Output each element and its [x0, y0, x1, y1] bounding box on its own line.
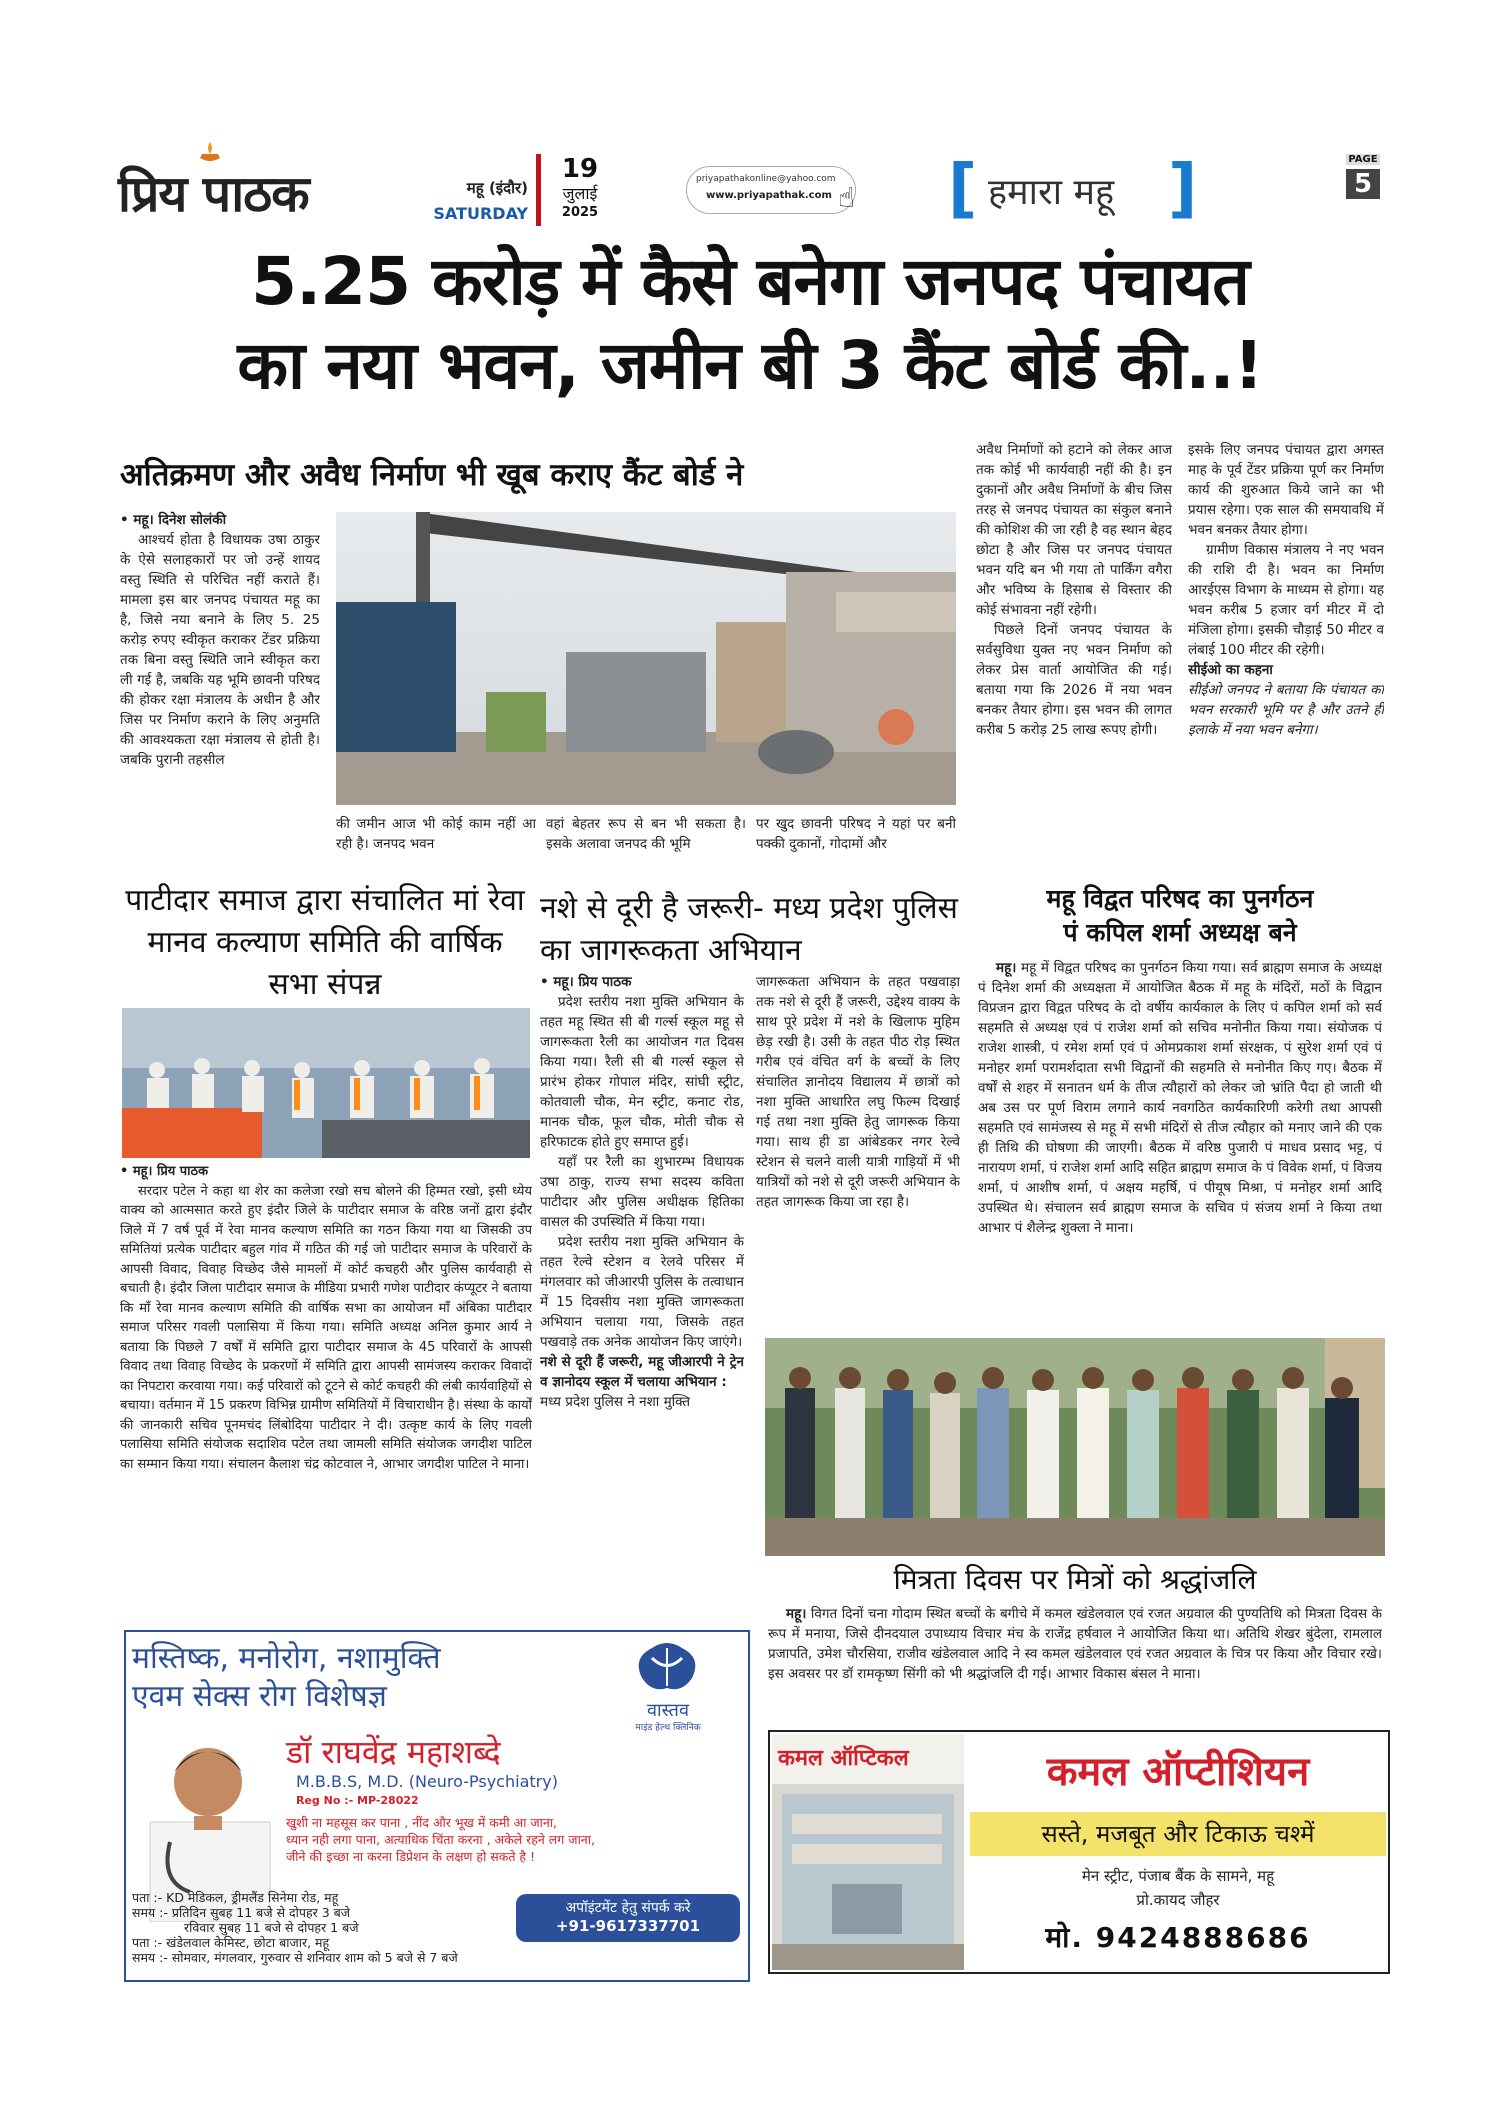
doctor-degree: M.B.B.S, M.D. (Neuro-Psychiatry) — [296, 1772, 558, 1791]
lead-col6b-text: ग्रामीण विकास मंत्रालय ने नए भवन की राशि दी है। भवन का निर्माण आरईएस विभाग के माध्यम से होगा। यह भवन करीब 5 हजार वर्ग मीटर में दो मंजिला होगा। इसकी चौड़ाई 50 मीटर व लंबाई 100 मीटर की रहेगी। — [1188, 542, 1384, 658]
lead-col5-text: अवैध निर्माणों को हटाने को लेकर आज तक कोई भी कार्यवाही नहीं की है। इन दुकानों और अवैध निर्माणों के बीच जिस तरह से जनपद पंचायत का संकुल बनाने की कोशिश की जा रही है वह स्थान बेहद छोटा है और जिस पर जनपद पंचायत भवन यदि बन भी गया तो पार्किंग वगैरा और भविष्य के हिसाब से विस्तार की कोई संभावना नहीं रहेगी। — [976, 442, 1172, 618]
nasha-col2: जागरूकता अभियान के तहत पखवाड़ा तक नशे से दूरी हैं जरूरी, उद्देश्य वाक्य के साथ पूरे प्रदेश में नशे के खिलाफ मुहिम छेड़ रखी है। उसी के तहत पीठ रोड़ स्थित गरीब एवं वंचित वर्ग के बच्चों के लिए संचालित ज्ञानोदय विद्यालय में छात्रों को नशा मुक्ति आधारित लघु फिल्म दिखाई गई तथा नशा मुक्ति हेतु जागरूक किया गया। साथ ही डा आंबेडकर नगर रेल्वे स्टेशन से चलने वाली यात्री गाड़ियों में भी यात्रियों को नशे से दूरी जरूरी अभियान के तहत जागरूक किया जा रहा है। — [756, 974, 960, 1210]
bracket-left: [ — [948, 152, 978, 226]
lead-column-6 — [1188, 440, 1384, 872]
lead-col2-text: की जमीन आज भी कोई काम नहीं आ रही है। जनपद भवन — [336, 816, 536, 852]
nasha-col1d: मध्य प्रदेश पुलिस ने नशा मुक्ति — [540, 1394, 691, 1410]
mitrata-headline: मित्रता दिवस पर मित्रों को श्रद्धांजलि — [893, 1563, 1257, 1596]
nasha-subhead: नशे से दूरी हैं जरूरी, महू जीआरपी ने ट्रेन व ज्ञानोदय स्कूल में चलाया अभियान : — [540, 1354, 744, 1390]
nasha-column-2 — [756, 972, 960, 1332]
lead-col5b-text: पिछले दिनों जनपद पंचायत के सर्वसुविधा युक्त नए भवन निर्माण को लेकर प्रेस वार्ता आयोजित की गई। बताया गया कि 2026 में नया भवन बनकर तैयार होगा। इस भवन की लागत करीब 5 करोड़ 25 लाख रूपए होगी। — [976, 622, 1172, 738]
doctor-name: डॉ राघवेंद्र महाशब्दे — [286, 1733, 501, 1771]
weekday: SATURDAY — [433, 204, 528, 223]
optician-name: कमल ऑप्टीशियन — [1046, 1749, 1310, 1795]
mitrata-body — [768, 1604, 1382, 1724]
vidwat-dateline: महू। — [996, 960, 1017, 976]
optician-phone: मो. 9424888686 — [1045, 1921, 1311, 1954]
nasha-byline: • महू। प्रिय पाठक — [540, 974, 632, 990]
page-box — [1346, 154, 1380, 224]
lead-col1-text: आश्चर्य होता है विधायक उषा ठाकुर के ऐसे सलाहकारों पर जो उन्हें शायद वस्तु स्थिति से परिचित नहीं कराते हैं। मामला इस बार जनपद पंचायत महू का है, जिसे नया बनाने के लिए 5. 25 करोड़ रुपए स्वीकृत कराकर टेंडर प्रक्रिया तक बिना वस्तु स्थिति जाने स्वीकृत करा ली गई है, जबकि यह भूमि छावनी परिषद की होकर रक्षा मंत्रालय के अधीन है और जिस पर निर्माण कराने के लिए अनुमति की आवश्यकता रक्षा मंत्रालय से होती है। जबकि पुरानी तहसील — [120, 532, 320, 768]
edition-block — [408, 178, 528, 228]
vidwat-headline — [975, 882, 1385, 950]
date-divider — [536, 154, 541, 226]
mitrata-dateline: महू। — [786, 1606, 807, 1622]
edition: महू (इंदौर) — [466, 179, 528, 197]
doctor-reg: Reg No :- MP-28022 — [296, 1794, 419, 1807]
mitrata-paragraph — [768, 1604, 1382, 1684]
email-text: priyapathakonline@yahoo.com — [696, 174, 836, 184]
optician-address: मेन स्ट्रीट, पंजाब बैंक के सामने, महू — [1081, 1867, 1275, 1885]
lead-col4-text: पर खुद छावनी परिषद ने यहां पर बनी पक्की दुकानों, गोदामों और — [756, 816, 956, 852]
nasha-col1a: प्रदेश स्तरीय नशा मुक्ति अभियान के तहत महू स्थित सी बी गर्ल्स स्कूल महू से जागरूकता रैली का आयोजन गत दिवस किया गया। रैली सी बी गर्ल्स स्कूल से प्रारंभ होकर गोपाल मंदिर, सांघी स्ट्रीट, कोतवाली चौक, मेन स्ट्रीट, कनाट रोड, मानक चौक, फूल चौक, मोती चौक से हरिफाटक होते हुए समाप्त हुई। — [540, 994, 744, 1150]
symptoms-line-3: जीने की इच्छा ना करना डिप्रेशन के लक्षण हो सकते है ! — [286, 1849, 536, 1864]
doctor-ad-title-1: मस्तिष्क, मनोरोग, नशामुक्ति — [132, 1641, 441, 1676]
masthead — [118, 150, 1378, 230]
shop-sign: कमल ऑप्टिकल — [778, 1746, 909, 1771]
ceo-subhead: सीईओ का कहना — [1188, 662, 1273, 678]
symptoms-line-2: ध्यान नही लगा पाना, अत्याधिक चिंता करना , अकेले रहने लग जाना, — [286, 1832, 595, 1847]
website-text: www.priyapathak.com — [706, 190, 832, 201]
nasha-headline: नशे से दूरी है जरूरी- मध्य प्रदेश पुलिस का जागरूकता अभियान — [540, 891, 958, 968]
vidwat-text: महू में विद्वत परिषद का पुनर्गठन किया गया। सर्व ब्राह्मण समाज के अध्यक्ष पं दिनेश शर्मा की अध्यक्षता में आयोजित बैठक में महू के मंदिरों, मठों के विद्वान विप्रजन द्वारा विद्वत परिषद के दो वर्षीय कार्यकाल के लिए पं कपिल शर्मा को सर्व सहमति से अध्यक्ष एवं पं राजेश शर्मा को सचिव मनोनीत किया गया। संयोजक पं राजेश शास्त्री, पं रमेश शर्मा एवं पं ओमप्रकाश शर्मा संरक्षक, पं सुरेश शर्मा एवं पं मनोहर शर्मा परामर्शदाता सभी विद्वानों की सहमति से मनोनीत किए गए। बैठक में वर्षों से शहर में सनातन धर्म के तीज त्यौहारों को लेकर जो भ्रांति पैदा हो जाती थी अब उस पर पूर्ण विराम लगाने कार्य नवगठित कार्यकारिणी करेगी तथा आपसी सहमति एवं सामंजस्य से महू में सभी मंदिरों से तीज त्यौहार को मनाए जाने की एक ही तिथि की घोषणा की जाएगी। बैठक में वरिष्ठ पुजारी पं माधव प्रसाद भट्ट, पं नारायण शर्मा, पं राजेश शर्मा आदि सहित ब्राह्मण समाज के पं विवेक शर्मा, पं विजय शर्मा, पं आशीष शर्मा, पं अक्षय महर्षि, पं पीयूष मिश्रा, पं मनोहर शर्मा आदि उपस्थित थे। संचालन सर्व ब्राह्मण समाज के सचिव पं संजय शर्मा ने किया तथा आभार पं शैलेन्द्र शुक्ला ने माना। — [978, 960, 1382, 1236]
clinic-name: वास्तव — [647, 1700, 689, 1721]
clinic-subtitle: माइंड हेल्थ क्लिनिक — [635, 1723, 701, 1733]
mitrata-text: विगत दिनों चना गोदाम स्थित बच्चों के बगीचे में कमल खंडेलवाल एवं रजत अग्रवाल की पुण्यतिथि को मित्रता दिवस के रूप में मनाया, जिसे दीनदयाल उपाध्याय विचार मंच के राजेंद्र हर्षवाल ने आयोजित किया था। अतिथि शेखर बुंदेला, रामलाल प्रजापति, उमेश चौरसिया, राजीव खंडेलवाल आदि ने स्व कमल खंडेलवाल एवं रजत अग्रवाल के चित्र पर किया और विचार रखे। इस अवसर पर डॉ रामकृष्ण सिंगी को भी श्रद्धांजलि दी गई। आभार विकास बंसल ने माना। — [768, 1606, 1382, 1682]
lead-headline-line2: का नया भवन, जमीन बी 3 कैंट बोर्ड की..! — [237, 327, 1263, 404]
lead-column-3 — [546, 814, 746, 874]
symptoms-box — [286, 1814, 706, 1865]
ceo-text: सीईओ जनपद ने बताया कि पंचायत का भवन सरकारी भूमि पर है और उतने ही इलाके में नया भवन बनेगा। — [1188, 682, 1384, 738]
time-2: समय :- सोमवार, मंगलवार, गुरुवार से शनिवार शाम को 5 बजे से 7 बजे — [132, 1950, 458, 1965]
bracket-right: ] — [1168, 152, 1198, 226]
shop-photo — [772, 1734, 964, 1970]
patidar-byline: • महू। प्रिय पाठक — [120, 1164, 209, 1179]
doctor-ad-title-2: एवम सेक्स रोग विशेषज्ञ — [132, 1679, 387, 1714]
lead-photo-jnpad-site — [336, 512, 956, 805]
vidwat-paragraph — [978, 958, 1382, 1238]
nasha-col1c: प्रदेश स्तरीय नशा मुक्ति अभियान के तहत रेल्वे स्टेशन व रेलवे परिसर में मंगलवार को जीआरपी पुलिस के तत्वाधान में 15 दिवसीय नशा मुक्ति जागरूकता अभियान चलाया गया, जिसके तहत पखवाड़े तक अनेक आयोजन किए जाएंगे। — [540, 1234, 744, 1350]
lead-subhead: अतिक्रमण और अवैध निर्माण भी खूब कराए कैंट बोर्ड ने — [120, 457, 744, 493]
section-tag — [948, 152, 1208, 226]
appointment-box — [516, 1894, 740, 1942]
optician-tagline: सस्ते, मजबूत और टिकाऊ चश्में — [970, 1812, 1386, 1856]
doctor-ad-addresses — [132, 1890, 512, 1965]
optician-proprietor: प्रो.कायद जौहर — [1136, 1891, 1220, 1909]
nasha-col1b: यहाँ पर रैली का शुभारम्भ विधायक उषा ठाकु, राज्य सभा सदस्य कविता पाटीदार और पुलिस अधीक्षक हितिका वासल की उपस्थिति में किया गया। — [540, 1154, 744, 1230]
appointment-label: अपॉइंटमेंट हेतु संपर्क करे — [565, 1900, 691, 1916]
symptoms-line-1: खुशी ना महसूस कर पाना , नींद और भूख में कमी आ जाना, — [286, 1815, 557, 1830]
patidar-meeting-photo — [122, 1008, 530, 1158]
patidar-text: सरदार पटेल ने कहा था शेर का कलेजा रखो सच बोलने की हिम्मत रखो, इसी ध्येय वाक्य को आत्मसात करते हुए इंदौर जिले के पाटीदार समाज के वरिष्ठ जनों द्वारा इंदौर जिले में 7 वर्ष पूर्व में रेवा मानव कल्याण समिति का गठन किया गया था जिसकी उप समितियां प्रत्येक पाटीदार बहुल गांव में गठित की गई जो पाटीदार समाज के परिवारों के आपसी विवाद, विवाह विच्छेद जैसे मामलों में कोर्ट कचहरी और पुलिस कार्यवाही से बचाती है। इंदौर जिला पाटीदार समाज के मीडिया प्रभारी गणेश पाटीदार कंप्यूटर ने बताया कि माँ रेवा मानव कल्याण समिति की वार्षिक सभा का आयोजन माँ अंबिका पाटीदार समाज परिसर गवली पलासिया में किया गया। समिति अध्यक्ष अनिल कुमार आर्य ने बताया कि पिछले 7 वर्षों में समिति द्वारा पाटीदार समाज के 45 परिवारों के आपसी विवाद तथा विवाह विच्छेद के प्रकरणों में समिति द्वारा आपसी सामंजस्य कराकर विवादों का निपटारा करवाया गया। कई परिवारों को टूटने से कोर्ट कचहरी की लंबी कार्यवाहियों से बचाया। वर्तमान में 15 प्रकरण विभिन्न ग्रामीण समितियों में विचाराधीन है। संस्था के कार्यों की जानकारी सचिव पूनमचंद लिंबोदिया पाटीदार ने दी। उत्कृष्ट कार्य के लिए गवली पलासिया समिति संयोजक सदाशिव पटेल तथा जामली समिति संयोजक जगदीश पाटिल का सम्मान किया गया। संचालन कैलाश चंद्र कोटवाल ने, आभार जगदीश पाटिल ने माना। — [120, 1183, 532, 1472]
lead-col3-text: वहां बेहतर रूप से बन भी सकता है। इसके अलावा जनपद की भूमि — [546, 816, 746, 852]
page-number: 5 — [1346, 169, 1380, 199]
vidwat-headline-line2: पं कपिल शर्मा अध्यक्ष बने — [1063, 918, 1297, 947]
date-month: जुलाई — [562, 184, 598, 203]
lead-column-5 — [976, 440, 1172, 872]
doctor-ad — [124, 1630, 750, 1982]
lead-headline — [100, 240, 1400, 408]
patidar-headline: पाटीदार समाज द्वारा संचालित मां रेवा मानव कल्याण समिति की वार्षिक सभा संपन्न — [125, 883, 525, 1002]
nasha-column-1 — [540, 972, 744, 1622]
hand-cursor-icon: ☝ — [838, 181, 856, 214]
date-year: 2025 — [561, 205, 599, 220]
appointment-phone: +91-9617337701 — [555, 1917, 701, 1935]
vidwat-body — [978, 958, 1382, 1322]
paper-name: प्रिय पाठक — [118, 164, 309, 223]
paper-logo — [118, 158, 368, 223]
date-block — [550, 154, 610, 230]
section-name: हमारा महू — [988, 172, 1115, 213]
lead-headline-line1: 5.25 करोड़ में कैसे बनेगा जनपद पंचायत — [251, 243, 1249, 320]
address-2: पता :- खंडेलवाल केमिस्ट, छोटा बाजार, महू — [132, 1935, 330, 1950]
lead-column-1 — [120, 510, 320, 870]
lead-column-2 — [336, 814, 536, 874]
address-1: पता :- KD मेडिकल, ड्रीमलैंड सिनेमा रोड, महू — [132, 1890, 339, 1905]
mitrata-tribute-photo — [765, 1338, 1385, 1556]
date-number: 19 — [561, 154, 599, 184]
lead-byline: • महू। दिनेश सोलंकी — [120, 512, 227, 528]
optician-ad — [768, 1730, 1390, 1974]
contact-block — [688, 170, 868, 220]
time-1b: रविवार सुबह 11 बजे से दोपहर 1 बजे — [184, 1920, 359, 1935]
page-label: PAGE — [1346, 154, 1380, 165]
lead-column-4 — [756, 814, 956, 874]
time-1: समय :- प्रतिदिन सुबह 11 बजे से दोपहर 3 बजे — [132, 1905, 351, 1920]
vidwat-headline-line1: महू विद्वत परिषद का पुनर्गठन — [1046, 884, 1314, 913]
patidar-body — [120, 1162, 532, 1622]
lead-col6-text: इसके लिए जनपद पंचायत द्वारा अगस्त माह के पूर्व टेंडर प्रक्रिया पूर्ण कर निर्माण कार्य की शुरुआत किये जाने का भी प्रयास रहेगा। एक साल की समयावधि में भवन बनकर तैयार होगा। — [1188, 442, 1384, 538]
lamp-icon — [198, 142, 222, 162]
brain-logo-icon — [632, 1638, 702, 1696]
